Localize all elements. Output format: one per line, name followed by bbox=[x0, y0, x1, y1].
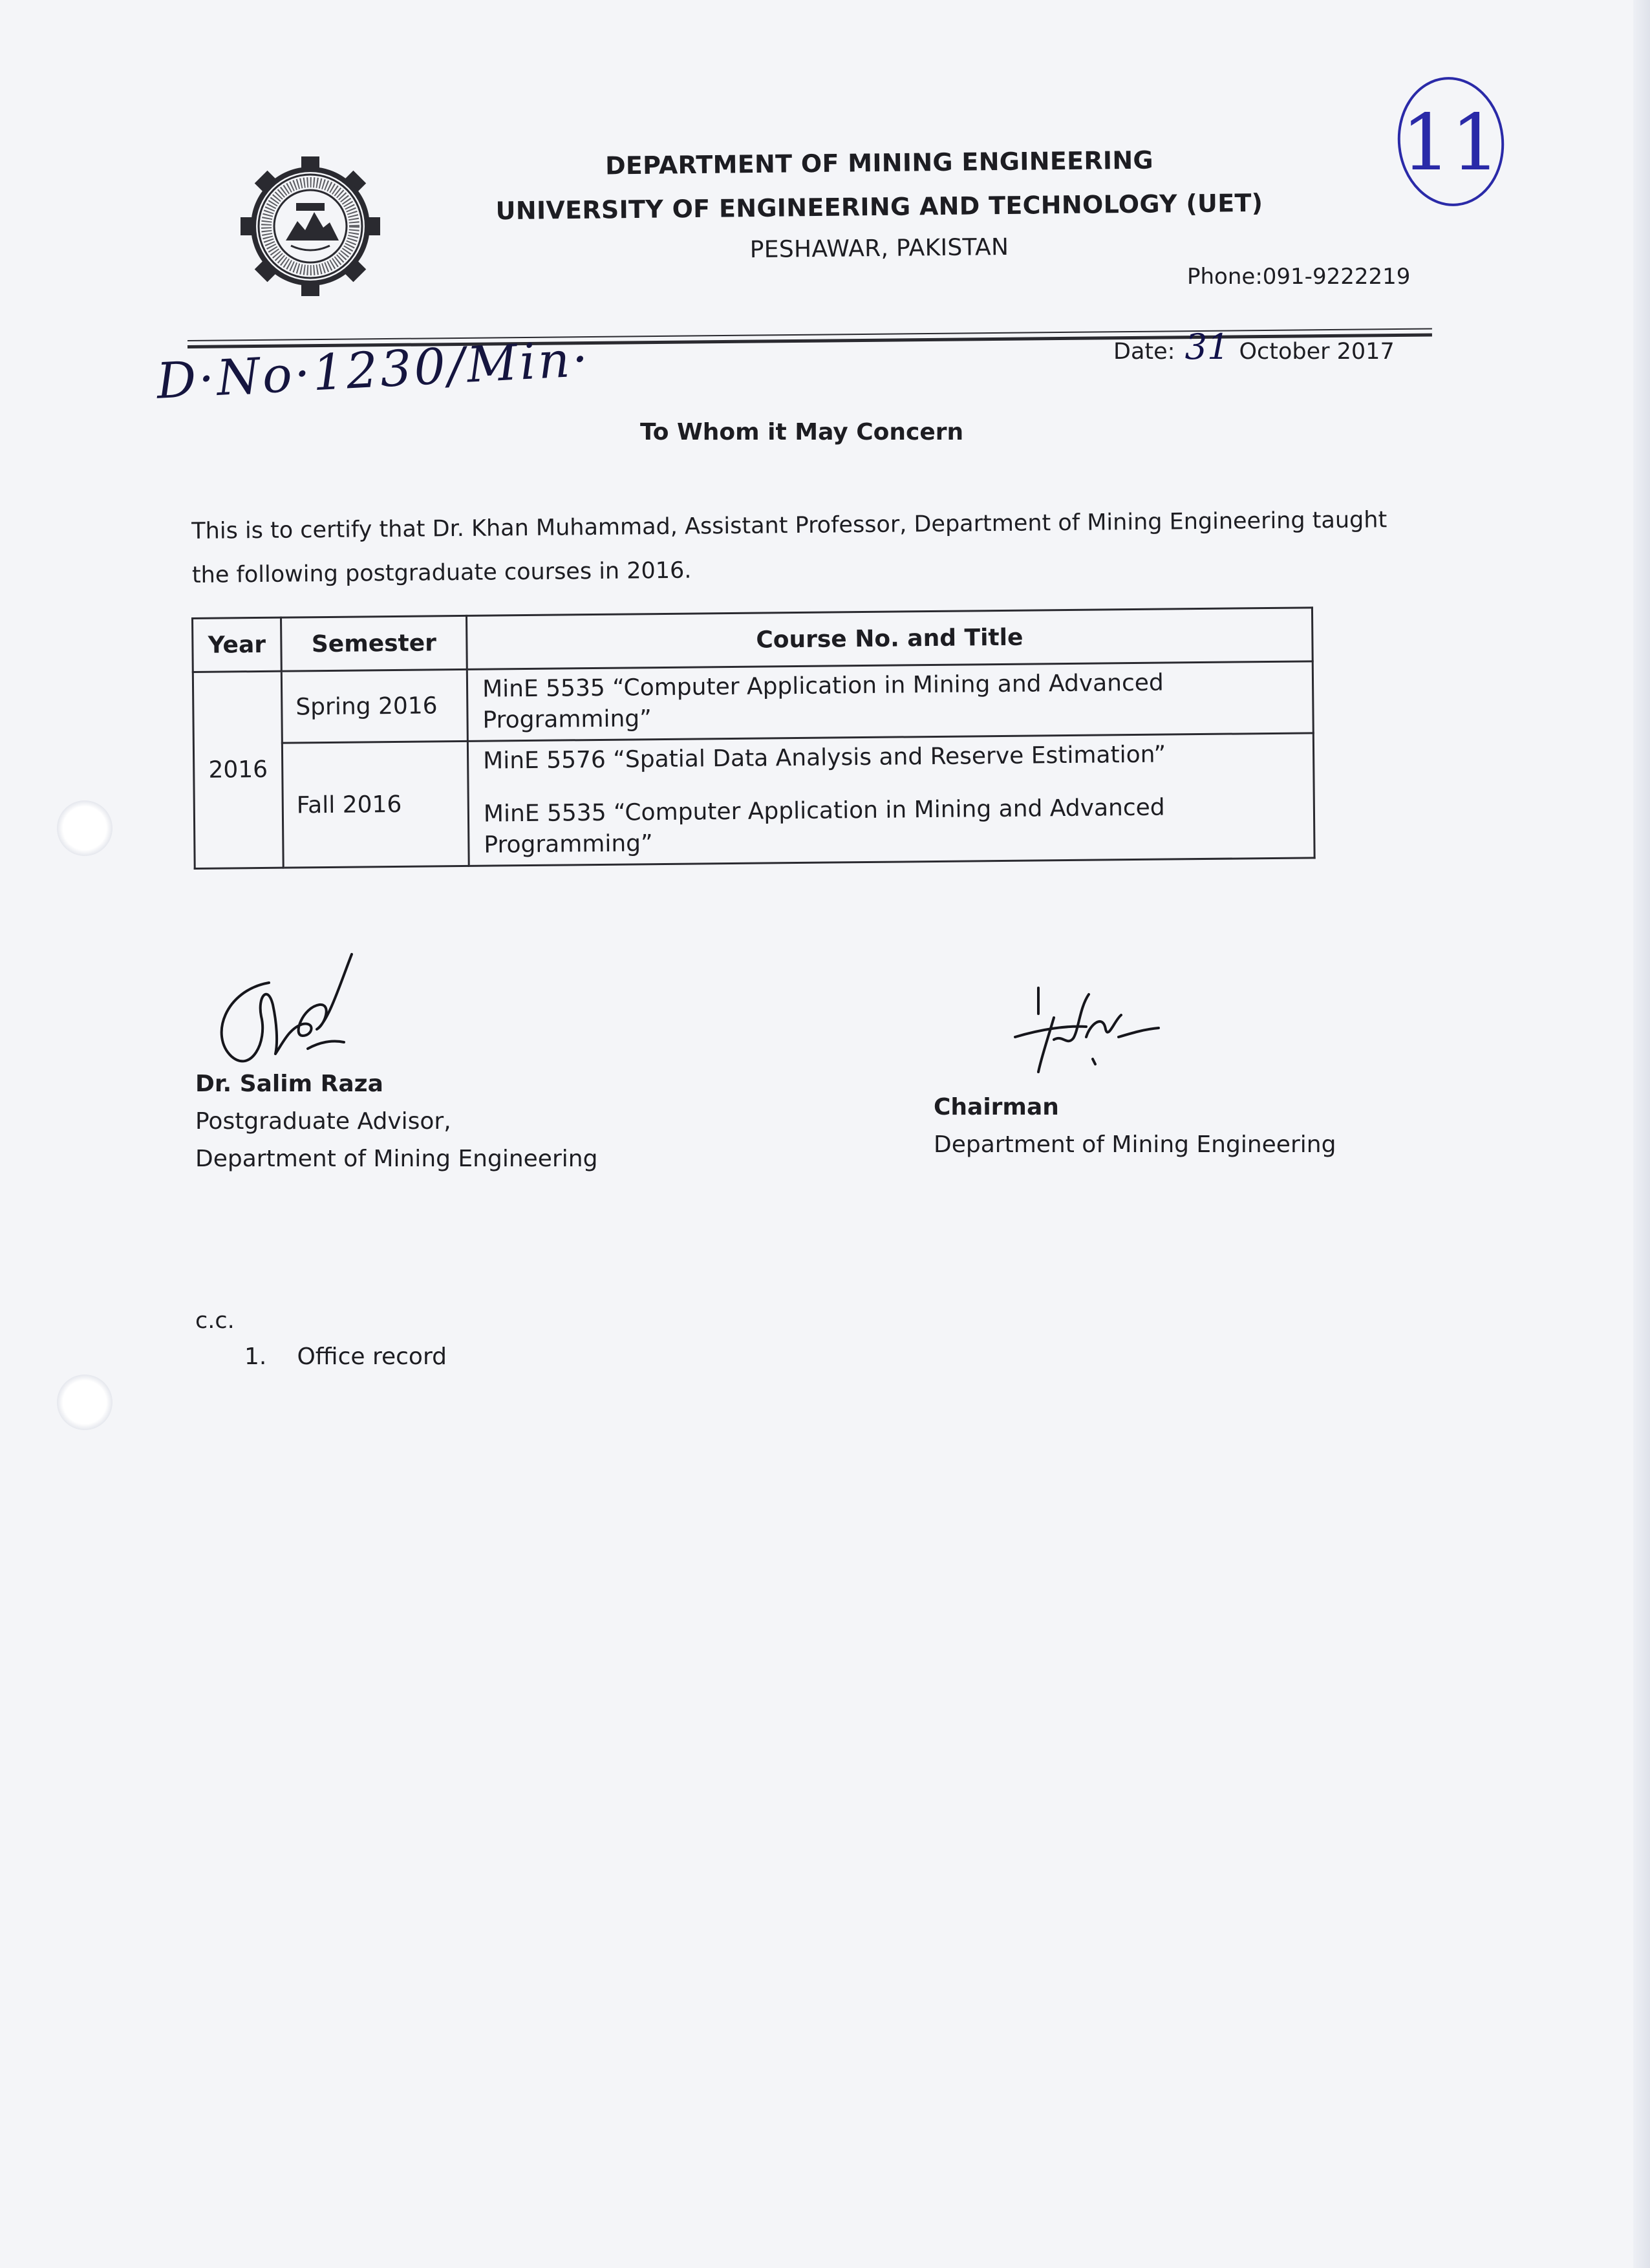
year-cell: 2016 bbox=[193, 671, 283, 868]
subject-line: To Whom it May Concern bbox=[640, 419, 964, 445]
semester-cell: Fall 2016 bbox=[282, 741, 469, 868]
handwritten-page-number bbox=[1393, 72, 1508, 211]
advisor-signature bbox=[206, 945, 361, 1081]
phone-number: Phone:091-9222219 bbox=[1187, 264, 1411, 290]
department-heading: DEPARTMENT OF MINING ENGINEERING bbox=[605, 145, 1154, 180]
university-seal-logo bbox=[233, 155, 388, 297]
certification-line-2: the following postgraduate courses in 2016. bbox=[191, 557, 692, 588]
course-cell bbox=[467, 661, 1313, 742]
course-entry: MinE 5535 “Computer Application in Mining and Advanced Programming” bbox=[482, 669, 1164, 734]
punch-hole bbox=[57, 1375, 112, 1430]
cc-item-text: Office record bbox=[297, 1343, 447, 1370]
chairman-department: Department of Mining Engineering bbox=[934, 1131, 1336, 1158]
date-day-handwritten: 31 bbox=[1184, 326, 1230, 367]
punch-hole bbox=[57, 800, 112, 856]
date-label: Date: bbox=[1113, 339, 1175, 365]
letter-date bbox=[1113, 326, 1395, 367]
location-heading: PESHAWAR, PAKISTAN bbox=[749, 233, 1009, 264]
chairman-title: Chairman bbox=[934, 1094, 1059, 1120]
advisor-title: Postgraduate Advisor, bbox=[195, 1108, 451, 1135]
cc-label: c.c. bbox=[195, 1308, 235, 1334]
advisor-name: Dr. Salim Raza bbox=[195, 1071, 383, 1097]
dispatch-number-handwritten: D·No·1230/Min· bbox=[155, 329, 592, 410]
certification-line-1: This is to certify that Dr. Khan Muhammad, Assistant Professor, Department of Mining Engineering taught bbox=[191, 507, 1388, 544]
chairman-signature-block bbox=[934, 1089, 1336, 1164]
table-row bbox=[193, 733, 1314, 869]
university-heading: UNIVERSITY OF ENGINEERING AND TECHNOLOGY (UET) bbox=[495, 188, 1263, 226]
date-month-year: October 2017 bbox=[1239, 339, 1395, 365]
table-row bbox=[193, 661, 1313, 744]
svg-text:11: 11 bbox=[1401, 98, 1501, 188]
course-entry: MinE 5576 “Spatial Data Analysis and Reserve Estimation” bbox=[482, 741, 1166, 775]
chairman-signature bbox=[976, 975, 1161, 1088]
advisor-signature-block bbox=[195, 1065, 597, 1178]
course-entry: MinE 5535 “Computer Application in Mining and Advanced Programming” bbox=[483, 794, 1165, 859]
cc-list-item bbox=[244, 1343, 447, 1370]
course-cell bbox=[467, 733, 1314, 866]
certification-text bbox=[191, 498, 1427, 597]
semester-cell: Spring 2016 bbox=[281, 669, 467, 743]
header-semester: Semester bbox=[281, 615, 467, 671]
header-course: Course No. and Title bbox=[466, 608, 1312, 670]
header-year: Year bbox=[193, 617, 282, 672]
page-edge-shadow bbox=[1633, 0, 1650, 2268]
courses-table bbox=[191, 606, 1316, 870]
cc-item-number: 1. bbox=[244, 1343, 267, 1370]
advisor-department: Department of Mining Engineering bbox=[195, 1146, 598, 1172]
